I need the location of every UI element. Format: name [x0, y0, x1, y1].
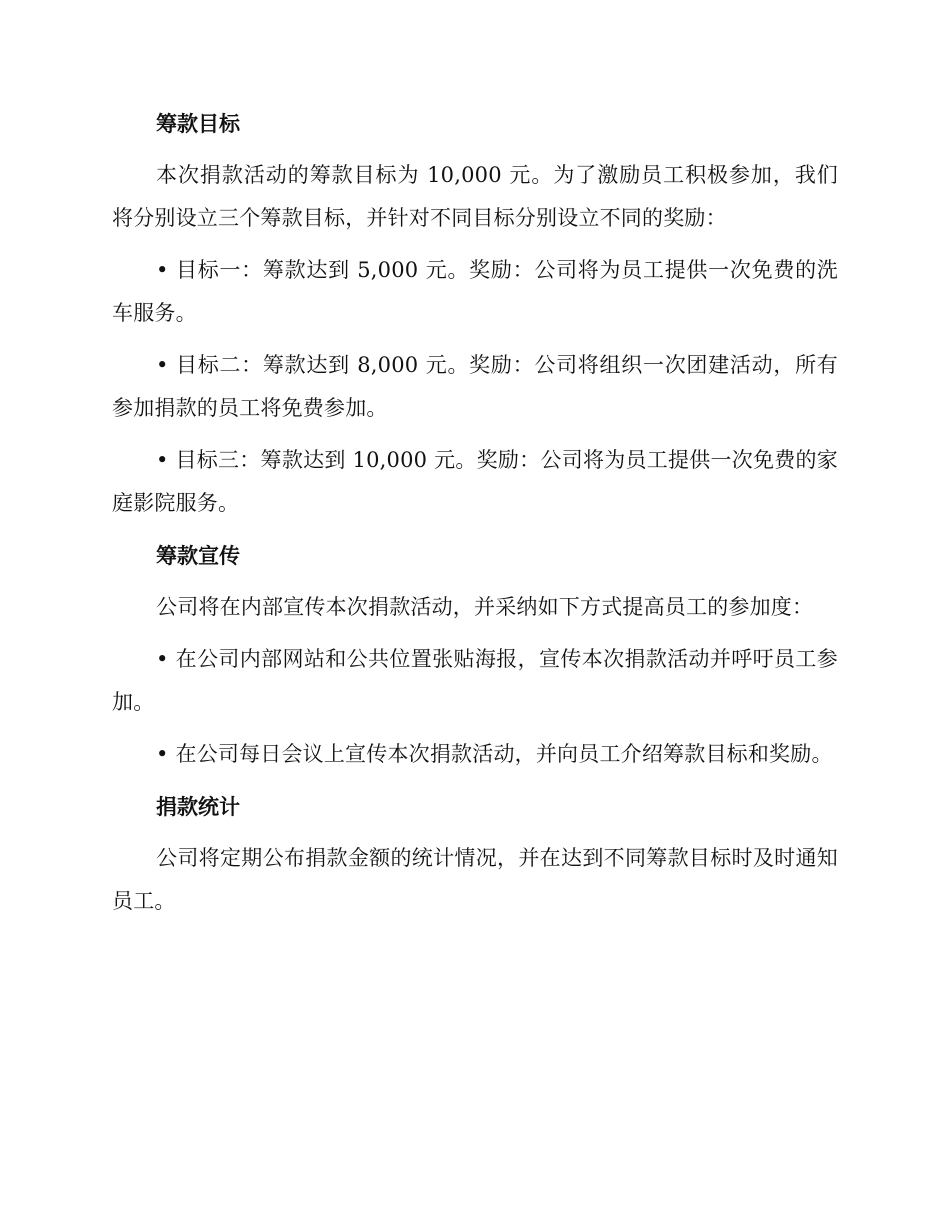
bullet-paragraph: • 目标一：筹款达到 5,000 元。奖励：公司将为员工提供一次免费的洗车服务。 — [112, 258, 838, 325]
section-heading: 筹款目标 — [156, 112, 240, 136]
section-fundraising-promotion — [112, 534, 838, 776]
bullet-paragraph: • 在公司内部网站和公共位置张贴海报，宣传本次捐款活动并呼吁员工参加。 — [112, 647, 838, 714]
section-heading: 筹款宣传 — [156, 544, 240, 568]
section-donation-statistics — [112, 785, 838, 923]
bullet-paragraph: • 目标三：筹款达到 10,000 元。奖励：公司将为员工提供一次免费的家庭影院服务。 — [112, 448, 838, 515]
section-fundraising-goals — [112, 102, 838, 525]
paragraph: 公司将定期公布捐款金额的统计情况，并在达到不同筹款目标时及时通知员工。 — [112, 846, 838, 913]
paragraph: 本次捐款活动的筹款目标为 10,000 元。为了激励员工积极参加，我们将分别设立三个筹款目标，并针对不同目标分别设立不同的奖励： — [112, 163, 838, 230]
bullet-paragraph: • 在公司每日会议上宣传本次捐款活动，并向员工介绍筹款目标和奖励。 — [156, 742, 833, 766]
section-heading: 捐款统计 — [156, 795, 240, 819]
bullet-paragraph: • 目标二：筹款达到 8,000 元。奖励：公司将组织一次团建活动，所有参加捐款的员工将免费参加。 — [112, 353, 838, 420]
document-page — [112, 102, 838, 932]
paragraph: 公司将在内部宣传本次捐款活动，并采纳如下方式提高员工的参加度： — [156, 595, 814, 619]
